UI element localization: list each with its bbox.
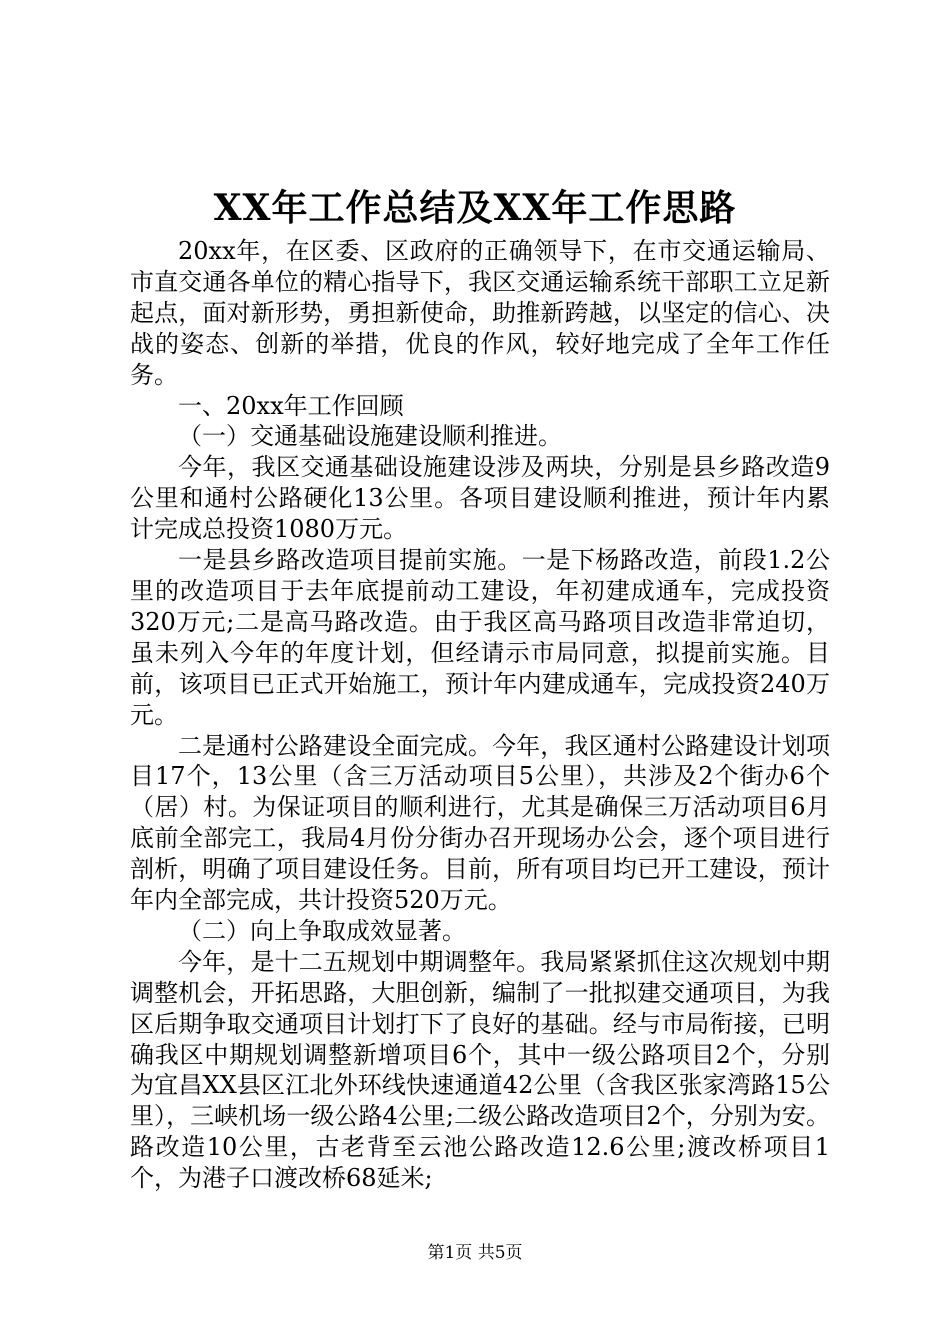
paragraph: 二是通村公路建设全面完成。今年，我区通村公路建设计划项目17个，13公里（含三万活动项目5公里），共涉及2个街办6个（居）村。为保证项目的顺利进行，尤其是确保三万活动项目6月底前全部完工，我局4月份分街办召开现场办公会，逐个项目进行剖析，明确了项目建设任务。目前，所有项目均已开工建设，预计年内全部完成，共计投资520万元。 — [130, 731, 830, 915]
paragraph: 今年，我区交通基础设施建设涉及两块，分别是县乡路改造9公里和通村公路硬化13公里。各项目建设顺利推进，预计年内累计完成总投资1080万元。 — [130, 453, 830, 544]
document-title: XX年工作总结及XX年工作思路 — [213, 187, 737, 229]
page-footer: 第1页 共5页 — [427, 1243, 523, 1263]
paragraph-intro: 20xx年，在区委、区政府的正确领导下，在市交通运输局、市直交通各单位的精心指导下，我区交通运输系统干部职工立足新起点，面对新形势，勇担新使命，助推新跨越，以坚定的信心、决战的姿态、创新的举措，优良的作风，较好地完成了全年工作任务。 — [130, 237, 830, 389]
heading-subsection-2: （二）向上争取成效显著。 — [178, 916, 466, 945]
paragraph: 今年，是十二五规划中期调整年。我局紧紧抓住这次规划中期调整机会，开拓思路，大胆创新，编制了一批拟建交通项目，为我区后期争取交通项目计划打下了良好的基础。经与市局衔接，已明确我区中期规划调整新增项目6个，其中一级公路项目2个，分别为宜昌XX县区江北外环线快速通道42公里（含我区张家湾路15公里），三峡机场一级公路4公里;二级公路改造项目2个，分别为安。路改造10公里，古老背至云池公路改造12.6公里;渡改桥项目1个，为港子口渡改桥68延米; — [130, 947, 830, 1193]
heading-subsection-1: （一）交通基础设施建设顺利推进。 — [178, 422, 562, 451]
paragraph: 一是县乡路改造项目提前实施。一是下杨路改造，前段1.2公里的改造项目于去年底提前动工建设，年初建成通车，完成投资320万元;二是高马路改造。由于我区高马路项目改造非常迫切，虽未列入今年的年度计划，但经请示市局同意，拟提前实施。目前，该项目已正式开始施工，预计年内建成通车，完成投资240万元。 — [130, 546, 830, 729]
heading-section-1: 一、20xx年工作回顾 — [178, 391, 404, 420]
document-body — [130, 236, 830, 1194]
